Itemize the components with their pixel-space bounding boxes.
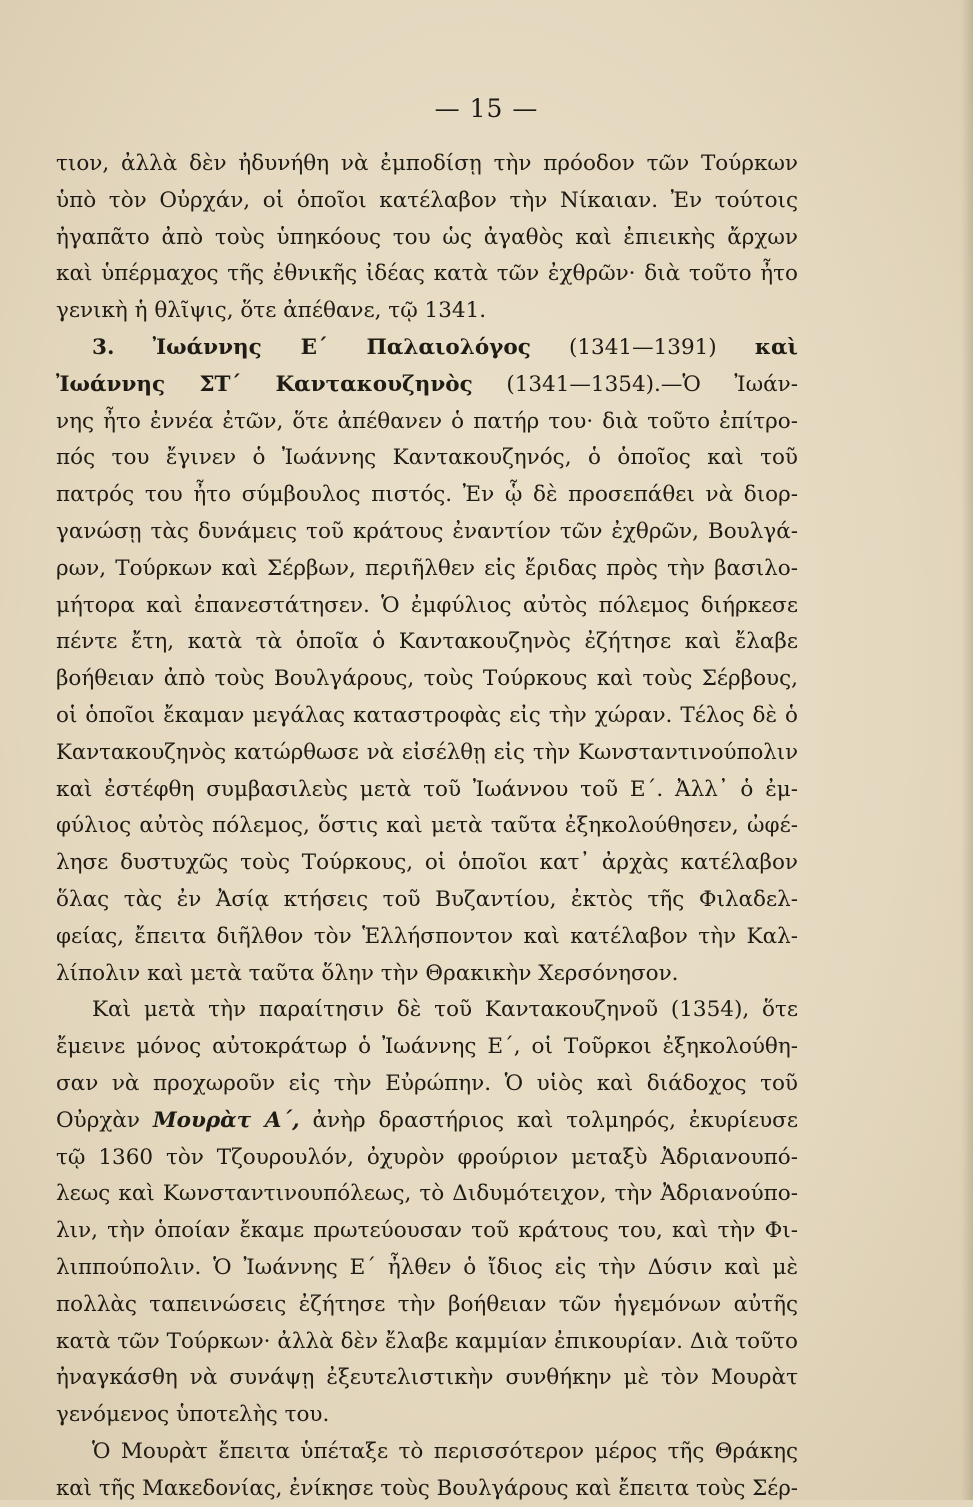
text-line: μήτορα καὶ ἐπανεστάτησεν. Ὁ ἐμφύλιος αὐτὸς πόλεμος διήρκεσε — [56, 592, 798, 618]
text-line: πολλὰς ταπεινώσεις ἐζήτησε τὴν βοήθειαν τῶν ἡγεμόνων αὐτῆς — [56, 1291, 798, 1317]
text-line: τιον, ἀλλὰ δὲν ἠδυνήθη νὰ ἐμποδίσῃ τὴν πρόοδον τῶν Τούρκων — [56, 151, 798, 176]
text-line: φείας, ἔπειτα διῆλθον τὸν Ἑλλήσποντον καὶ κατέλαβον τὴν Καλ- — [56, 923, 798, 949]
page-number: — 15 — — [434, 94, 539, 123]
text-line: ἠναγκάσθη νὰ συνάψῃ ἐξευτελιστικὴν συνθήκην μὲ τὸν Μουρὰτ — [56, 1365, 798, 1391]
text-line: γενικὴ ἡ θλῖψις, ὅτε ἀπέθανε, τῷ 1341. — [56, 298, 487, 324]
section-first-words: —Ὁ Ἰωάν- — [660, 371, 798, 397]
murat-line-after: ἀνὴρ δραστήριος καὶ τολμηρός, ἐκυρίευσε — [312, 1107, 798, 1133]
text-line: λιππούπολιν. Ὁ Ἰωάννης Ε΄ ἦλθεν ὁ ἴδιος εἰς τὴν Δύσιν καὶ μὲ — [56, 1254, 798, 1280]
text-line: πός του ἔγινεν ὁ Ἰωάννης Καντακουζηνός, ὁ ὁποῖος καὶ τοῦ — [56, 445, 798, 471]
page-edge-shadow — [961, 0, 973, 1500]
text-line: σαν νὰ προχωροῦν εἰς τὴν Εὐρώπην. Ὁ υἱὸς καὶ διάδοχος τοῦ — [56, 1070, 798, 1096]
murat-name: Μουρὰτ Α΄, — [152, 1107, 300, 1133]
text-line: πέντε ἔτη, κατὰ τὰ ὁποῖα ὁ Καντακουζηνὸς ἐζήτησε καὶ ἔλαβε — [56, 629, 798, 655]
text-line: λεως καὶ Κωνσταντινουπόλεως, τὸ Διδυμότειχον, τὴν Ἀδριανούπο- — [56, 1181, 798, 1207]
text-line: γενόμενος ὑποτελὴς του. — [56, 1402, 330, 1428]
text-line: γανώσῃ τὰς δυνάμεις τοῦ κράτους ἐναντίον τῶν ἐχθρῶν, Βουλγά- — [56, 518, 798, 544]
murat-line — [56, 1103, 798, 1140]
text-line: πατρός του ἦτο σύμβουλος πιστός. Ἐν ᾧ δὲ προσεπάθει νὰ διορ- — [56, 482, 798, 508]
section-heading-a: Ἰωάννης Ε΄ Παλαιολόγος — [152, 334, 531, 360]
text-line: καὶ τῆς Μακεδονίας, ἐνίκησε τοὺς Βουλγάρους καὶ ἔπειτα τοὺς Σέρ- — [56, 1475, 798, 1501]
section-conjunction: καὶ — [754, 334, 798, 360]
text-line: κατὰ τῶν Τούρκων· ἀλλὰ δὲν ἔλαβε καμμίαν ἐπικουρίαν. Διὰ τοῦτο — [56, 1328, 798, 1354]
text-line: Καὶ μετὰ τὴν παραίτησιν δὲ τοῦ Καντακουζηνοῦ (1354), ὅτε — [92, 997, 798, 1023]
text-line: ὅλας τὰς ἐν Ἀσίᾳ κτήσεις τοῦ Βυζαντίου, ἐκτὸς τῆς Φιλαδελ- — [56, 886, 798, 912]
section-dates-b: (1341—1354). — [506, 371, 661, 397]
section-heading-line-2 — [56, 367, 798, 404]
section-heading-b: Ἰωάννης ΣΤ΄ Καντακουζηνὸς — [56, 371, 473, 397]
murat-line-before: Οὐρχὰν — [56, 1107, 140, 1133]
text-line: ἠγαπᾶτο ἀπὸ τοὺς ὑπηκόους του ὡς ἀγαθὸς καὶ ἐπιεικὴς ἄρχων — [56, 224, 798, 250]
body-text — [56, 146, 798, 1507]
text-line: ὑπὸ τὸν Οὐρχάν, οἱ ὁποῖοι κατέλαβον τὴν Νίκαιαν. Ἐν τούτοις — [56, 187, 798, 213]
text-line: φύλιος αὐτὸς πόλεμος, ὅστις καὶ μετὰ ταῦτα ἐξηκολούθησεν, ὠφέ- — [56, 813, 798, 839]
text-line: νης ἦτο ἐννέα ἐτῶν, ὅτε ἀπέθανεν ὁ πατήρ του· διὰ τοῦτο ἐπίτρο- — [56, 408, 798, 434]
text-line: Καντακουζηνὸς κατώρθωσε νὰ εἰσέλθῃ εἰς τὴν Κωνσταντινούπολιν — [56, 739, 798, 765]
section-heading-line — [56, 330, 798, 367]
text-line: τῷ 1360 τὸν Τζουρουλόν, ὀχυρὸν φρούριον μεταξὺ Ἀδριανουπό- — [56, 1144, 798, 1170]
text-line: βοήθειαν ἀπὸ τοὺς Βουλγάρους, τοὺς Τούρκους καὶ τοὺς Σέρβους, — [56, 666, 798, 692]
text-line: λιν, τὴν ὁποίαν ἔκαμε πρωτεύουσαν τοῦ κράτους του, καὶ τὴν Φι- — [56, 1218, 798, 1244]
text-line: καὶ ὑπέρμαχος τῆς ἐθνικῆς ἰδέας κατὰ τῶν ἐχθρῶν· διὰ τοῦτο ἦτο — [56, 261, 798, 287]
text-line: λησε δυστυχῶς τοὺς Τούρκους, οἱ ὁποῖοι κατ᾿ ἀρχὰς κατέλαβον — [56, 850, 798, 876]
text-line: καὶ ἐστέφθη συμβασιλεὺς μετὰ τοῦ Ἰωάννου τοῦ Ε΄. Ἀλλ᾿ ὁ ἐμ- — [56, 776, 798, 802]
text-line: Ὁ Μουρὰτ ἔπειτα ὑπέταξε τὸ περισσότερον μέρος τῆς Θράκης — [92, 1438, 798, 1464]
text-line: ρων, Τούρκων καὶ Σέρβων, περιῆλθεν εἰς ἔριδας πρὸς τὴν βασιλο- — [56, 555, 798, 581]
text-line: οἱ ὁποῖοι ἔκαμαν μεγάλας καταστροφὰς εἰς τὴν χώραν. Τέλος δὲ ὁ — [56, 702, 798, 728]
text-line: ἔμεινε μόνος αὐτοκράτωρ ὁ Ἰωάννης Ε΄, οἱ Τοῦρκοι ἐξηκολούθη- — [56, 1034, 798, 1060]
section-number: 3. — [92, 334, 115, 360]
section-dates-a: (1341—1391) — [568, 334, 717, 360]
text-line: λίπολιν καὶ μετὰ ταῦτα ὅλην τὴν Θρακικὴν Χερσόνησον. — [56, 960, 679, 986]
